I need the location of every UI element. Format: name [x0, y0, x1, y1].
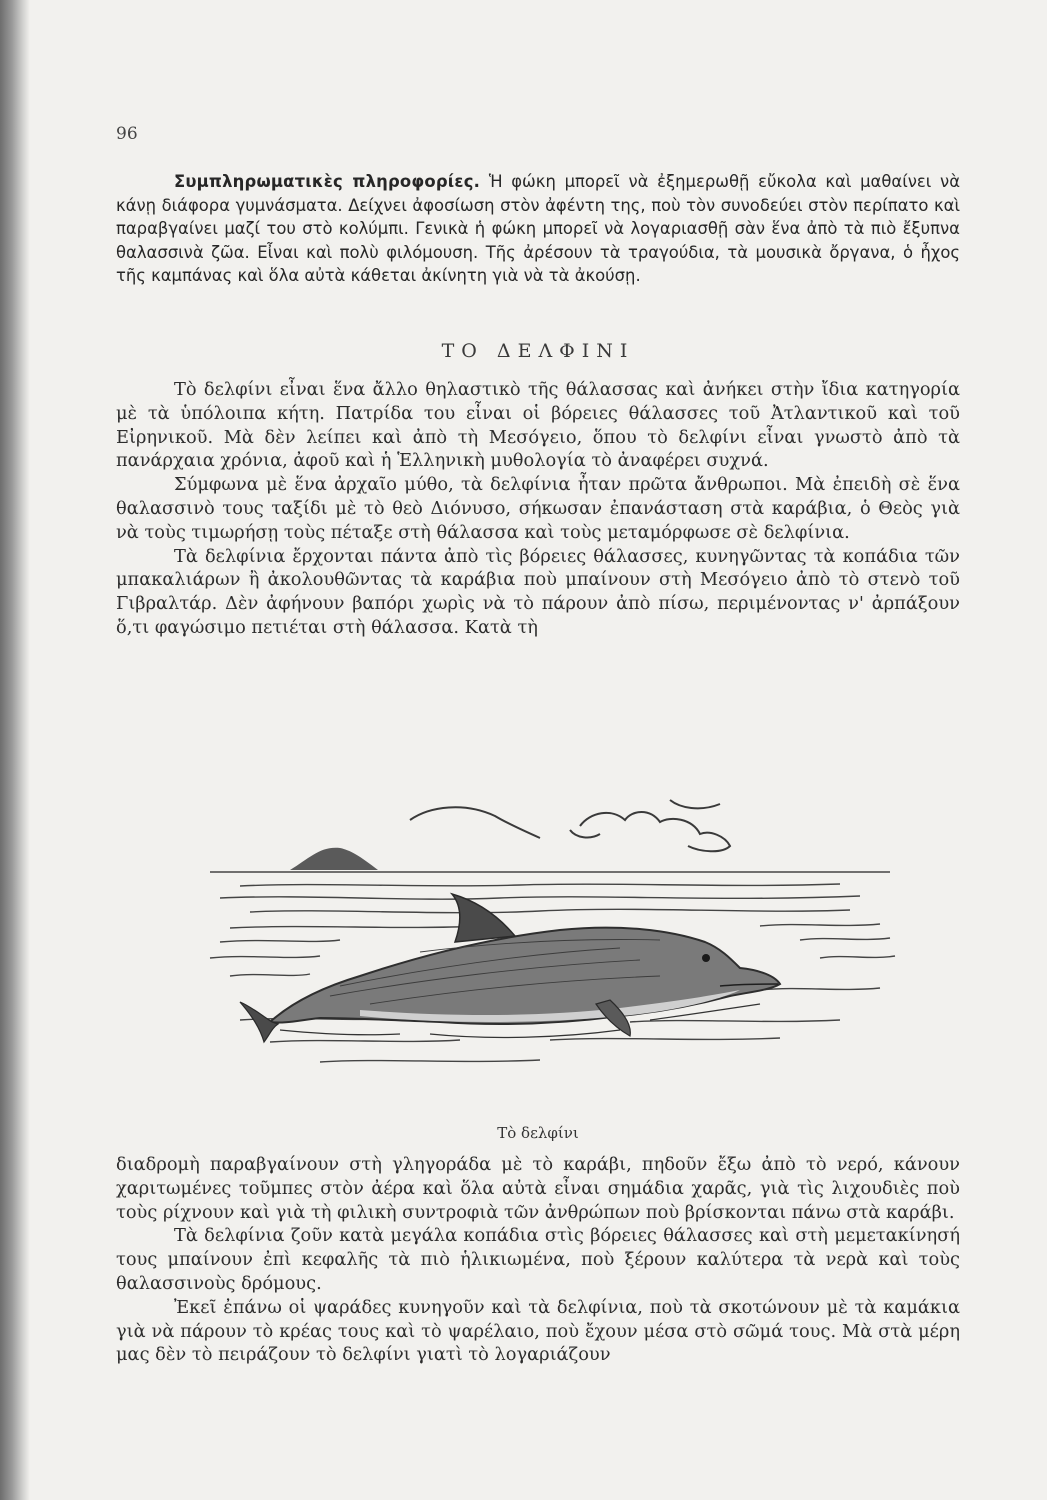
- dolphin-engraving: [200, 790, 900, 1140]
- paragraph-dolphin-myth: Σύμφωνα μὲ ἕνα ἀρχαῖο μύθο, τὰ δελφίνια ἦταν πρῶτα ἄνθρωποι. Μὰ ἐπειδὴ σὲ ἕνα θαλασσινὸ τους ταξίδι μὲ τὸ θεὸ Διόνυσο, σήκωσαν ἐπανάσταση στὰ καράβια, ὁ Θεὸς γιὰ νὰ τοὺς τιμωρήσῃ τοὺς πέταξε στὴ θάλασσα καὶ τοὺς μεταμόρφωσε σὲ δελφίνια.: [116, 474, 960, 543]
- main-text: [116, 378, 960, 640]
- dolphin-illustration: [200, 790, 900, 1140]
- paragraph-dolphin-journey: διαδρομὴ παραβγαίνουν στὴ γληγοράδα μὲ τὸ καράβι, πηδοῦν ἔξω ἀπὸ τὸ νερό, κάνουν χαριτωμένες τοῦμπες στὸν ἀέρα καὶ ὅλα αὐτὰ εἶναι σημάδια χαρᾶς, γιὰ τὶς λιχουδιὲς ποὺ τοὺς ρίχνουν καὶ γιὰ τὴ φιλικὴ συντροφιὰ τῶν ἀνθρώπων ποὺ βρίσκονται πάνω στὰ καράβι.: [116, 1154, 960, 1223]
- continued-text: [116, 1153, 960, 1367]
- dolphin-eye: [702, 954, 710, 962]
- supplementary-info-heading: Συμπληρωματικὲς πληροφορίες.: [174, 172, 481, 191]
- cloud-lines: [410, 800, 730, 851]
- page-number: 96: [116, 124, 138, 144]
- paragraph-dolphin-fishermen: Ἐκεῖ ἐπάνω οἱ ψαράδες κυνηγοῦν καὶ τὰ δελφίνια, ποὺ τὰ σκοτώνουν μὲ τὰ καμάκια γιὰ νὰ πάρουν τὸ κρέας τους καὶ τὸ ψαρέλαιο, ποὺ ἔχουν μέσα στὸ σῶμά τους. Μὰ στὰ μέρη μας δὲν τὸ πειράζουν τὸ δελφίνι γιατὶ τὸ λογαριάζουν: [116, 1296, 960, 1366]
- supplementary-info-text: Ἡ φώκη μπορεῖ νὰ ἐξημερωθῇ εὔκολα καὶ μαθαίνει νὰ κάνῃ διάφορα γυμνάσματα. Δείχνει ἀφοσίωση στὸν ἀφέντη της, ποὺ τὸν συνοδεύει στὸν περίπατο καὶ παραβγαίνει μαζί του στὸ κολύμπι. Γενικὰ ἡ φώκη μπορεῖ νὰ λογαριασθῇ σὰν ἕνα ἀπὸ τὰ πιὸ ἔξυπνα θαλασσινὰ ζῶα. Εἶναι καὶ πολὺ φιλόμουση. Τῆς ἀρέσουν τὰ τραγούδια, τὰ μουσικὰ ὄργανα, ὁ ἦχος τῆς καμπάνας καὶ ὅλα αὐτὰ κάθεται ἀκίνητη γιὰ νὰ τὰ ἀκούσῃ.: [116, 172, 960, 286]
- dolphin-tail: [240, 1002, 278, 1042]
- dolphin-dorsal-fin: [452, 894, 515, 942]
- distant-hill: [290, 848, 378, 870]
- paragraph-dolphin-intro: Τὸ δελφίνι εἶναι ἕνα ἄλλο θηλαστικὸ τῆς θάλασσας καὶ ἀνήκει στὴν ἴδια κατηγορία μὲ τὰ ὑπόλοιπα κήτη. Πατρίδα του εἶναι οἱ βόρειες θάλασσες τοῦ Ἀτλαντικοῦ καὶ τοῦ Εἰρηνικοῦ. Μὰ δὲν λείπει καὶ ἀπὸ τὴ Μεσόγειο, ὅπου τὸ δελφίνι εἶναι γνωστὸ ἀπὸ τὰ πανάρχαια χρόνια, ἀφοῦ καὶ ἡ Ἑλληνικὴ μυθολογία τὸ ἀναφέρει συχνά.: [116, 379, 960, 472]
- figure-caption: Τὸ δελφίνι: [497, 1124, 579, 1142]
- paragraph-dolphin-migration: Τὰ δελφίνια ἔρχονται πάντα ἀπὸ τὶς βόρειες θάλασσες, κυνηγῶντας τὰ κοπάδια τῶν μπακαλιάρων ἢ ἀκολουθῶντας τὰ καράβια ποὺ μπαίνουν στὴ Μεσόγειο ἀπὸ τὸ στενὸ τοῦ Γιβραλτάρ. Δὲν ἀφήνουν βαπόρι χωρὶς νὰ τὸ πάρουν ἀπὸ πίσω, περιμένοντας ν' ἀρπάξουν ὅ,τι φαγώσιμο πετιέται στὴ θάλασσα. Κατὰ τὴ: [116, 545, 960, 638]
- paragraph-dolphin-herds: Τὰ δελφίνια ζοῦν κατὰ μεγάλα κοπάδια στὶς βόρειες θάλασσες καὶ στὴ μεμετακίνησή τους μπαίνουν ἐπὶ κεφαλῆς τὰ πιὸ ἡλικιωμένα, ποὺ ξέρουν καλύτερα τὰ νερὰ καὶ τοὺς θαλασσινοὺς δρόμους.: [116, 1225, 960, 1294]
- supplementary-info-paragraph: [116, 170, 960, 288]
- section-title: ΤΟ ΔΕΛΦΙΝΙ: [441, 340, 635, 362]
